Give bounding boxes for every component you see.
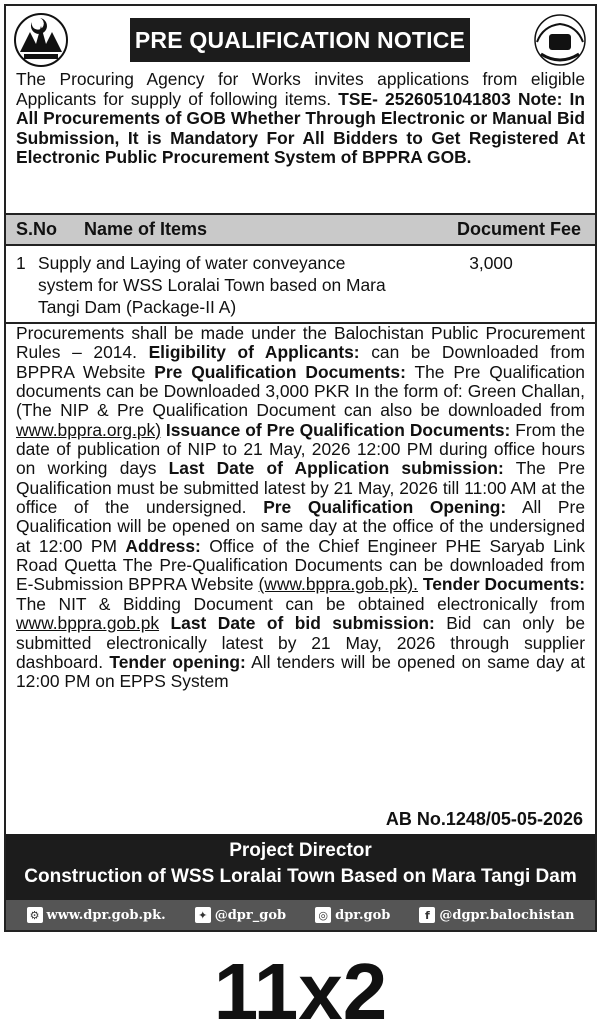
social-item-instagram[interactable]: [315, 907, 390, 923]
tse-number: TSE- 2526051041803: [338, 88, 511, 109]
row-sno: 1: [16, 253, 26, 273]
notice: [4, 4, 597, 932]
pqd-text: The Pre Qualification documents can be Downloaded 3,000 PKR In the form of: Green Challan, (The NIP & Pre Qualification Document can also be downloaded from: [16, 361, 585, 421]
address-text: Office of the Chief Engineer PHE Saryab Link Road Quetta The Pre-Qualification Documents can be downloaded from E-Submission BPPRA Website: [16, 535, 585, 595]
notice-body: [6, 324, 595, 804]
tender-opening-label: Tender opening:: [109, 651, 246, 672]
row-item-name: Supply and Laying of water conveyance system for WSS Loralai Town based on Mara Tangi Dam (Package-II A): [38, 253, 386, 317]
twitter-handle: @dpr_gob: [214, 907, 287, 923]
footer-designation: Project Director: [229, 840, 372, 861]
facebook-handle: @dgpr.balochistan: [439, 907, 575, 923]
website-text: www.dpr.gob.pk.: [46, 907, 166, 923]
department-emblem-icon: [529, 12, 591, 68]
balochistan-emblem-icon: [10, 12, 72, 68]
social-item-twitter[interactable]: [195, 907, 286, 923]
social-bar: [6, 900, 595, 930]
pq-opening-text: All Pre Qualification will be opened on same day at the office of the undersigned at 12:00 PM: [16, 497, 585, 556]
table-row: [6, 246, 595, 324]
issuance-label: Issuance of Pre Qualification Documents:: [165, 419, 511, 440]
bppra-gob-link[interactable]: (www.bppra.gob.pk).: [258, 574, 418, 595]
rules-text: Procurements shall be made under the Balochistan Public Procurement Rules – 2014.: [16, 324, 585, 363]
social-item-facebook[interactable]: [419, 907, 574, 923]
eligibility-label: Eligibility of Applicants:: [148, 342, 360, 363]
items-table-header: [6, 213, 595, 246]
issuance-text: From the date of publication of NIP to 21 May, 2026 12:00 PM during office hours on working days: [16, 419, 585, 479]
tender-documents-label: Tender Documents:: [422, 574, 585, 595]
address-label: Address:: [125, 535, 201, 556]
intro-paragraph: [6, 70, 595, 213]
footer-project: Construction of WSS Loralai Town Based on Mara Tangi Dam: [24, 866, 577, 887]
social-item-website[interactable]: [27, 907, 166, 923]
ab-number: AB No.1248/05-05-2026: [385, 809, 583, 829]
twitter-icon: ✦: [195, 907, 211, 923]
registration-note: Note: In All Procurements of GOB Whether Through Electronic or Manual Bid Submission, It is Mandatory For All Bidders to Get Registered At Electronic Public Procurement System of BPPRA GOB.: [16, 88, 585, 167]
bid-submission-label: Last Date of bid submission:: [170, 613, 435, 634]
tender-opening-text: All tenders will be opened on same day at 12:00 PM on EPPS System: [16, 651, 585, 692]
bid-submission-text: Bid can only be submitted electronically latest by 21 May, 2026 through supplier dashboard.: [16, 613, 586, 672]
last-date-application-label: Last Date of Application submission:: [168, 458, 504, 479]
col-header-sno: S.No: [16, 219, 58, 239]
bppra-org-link[interactable]: www.bppra.org.pk): [16, 419, 161, 440]
intro-text: The Procuring Agency for Works invites applications from eligible Applicants for supply of following items.: [16, 70, 585, 109]
globe-icon: ⚙: [27, 907, 43, 923]
row-document-fee: 3,000: [469, 253, 513, 273]
pqd-label: Pre Qualification Documents:: [154, 361, 406, 382]
col-header-name: Name of Items: [84, 219, 208, 239]
bppra-gob-link-2[interactable]: www.bppra.gob.pk: [16, 613, 160, 634]
instagram-handle: dpr.gob: [335, 907, 391, 923]
footer-signature: [6, 834, 595, 900]
notice-header: [6, 6, 595, 70]
last-date-application-text: The Pre Qualification must be submitted latest by 21 May, 2026 till 11:00 AM at the office of the undersigned.: [16, 458, 585, 518]
pq-opening-label: Pre Qualification Opening:: [263, 497, 507, 518]
eligibility-text: can be Downloaded from BPPRA Website: [16, 342, 585, 382]
tender-documents-text: The NIT & Bidding Document can be obtained electronically from: [16, 593, 585, 614]
notice-title: PRE QUALIFICATION NOTICE: [130, 18, 470, 62]
ad-size-label: 11x2: [213, 947, 388, 1036]
instagram-icon: ◎: [315, 907, 331, 923]
col-header-fee: Document Fee: [456, 219, 581, 239]
facebook-icon: f: [419, 907, 435, 923]
